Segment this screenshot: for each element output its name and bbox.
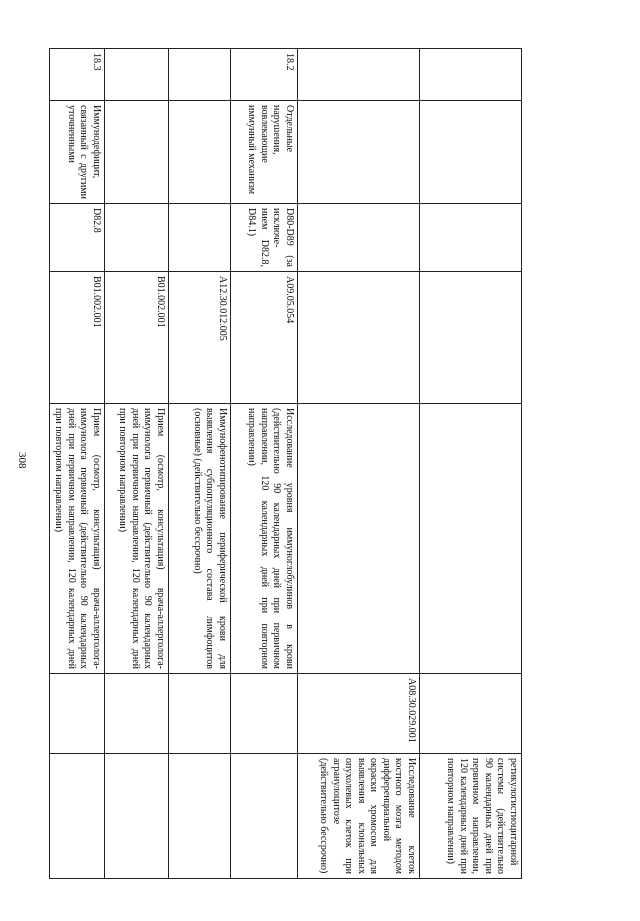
condition-name-cell: Отдельные нарушения, вовлекающие иммунный механизм: [231, 101, 298, 204]
mkb-code-cell: D82.8: [50, 204, 105, 272]
lab-name-cell: ретикулогистиоцитарной системы (действительно 90 календарных дней при первичном направлении, 120 календарных дней при повторном направлении): [420, 754, 522, 879]
mkb-code-cell: D80-D89 (за исключе-нием D82.8, D84.1): [231, 204, 298, 272]
service-code-cell: A12.30.012.005: [169, 272, 231, 404]
row-num-cell: [105, 49, 169, 101]
row-num-cell: [298, 49, 420, 101]
table-row: [420, 49, 522, 879]
lab-name-cell: Исследование клеток костного мозга методом дифференциальной окраски хромосом для выявления клональных опухолевых клеток при агранулоцитозе (действительно бессрочно): [298, 754, 420, 879]
row-num-cell: [169, 49, 231, 101]
service-code-cell: A09.05.054: [231, 272, 298, 404]
service-name-cell: Иммунофенотипирование периферической крови для выявления субпопуляционного состава лимфоцитов (основные) (действительно бессрочно): [169, 404, 231, 674]
services-table: [49, 48, 522, 879]
lab-code-cell: [420, 674, 522, 754]
condition-name-cell: [105, 101, 169, 204]
service-name-cell: [420, 404, 522, 674]
lab-name-cell: [105, 754, 169, 879]
condition-name-cell: [420, 101, 522, 204]
lab-code-cell: [50, 674, 105, 754]
service-code-cell: [298, 272, 420, 404]
service-code-cell: B01.002.001: [105, 272, 169, 404]
service-name-cell: [298, 404, 420, 674]
condition-name-cell: [169, 101, 231, 204]
lab-name-cell: [50, 754, 105, 879]
lab-code-cell: [105, 674, 169, 754]
service-name-cell: Исследование уровня иммуноглобулинов в крови (действительно 90 календарных дней при первичном направлении, 120 календарных дней при повторном направлении): [231, 404, 298, 674]
lab-code-cell: A08.30.029.001: [298, 674, 420, 754]
row-num-cell: 18.2: [231, 49, 298, 101]
condition-name-cell: Иммунодефицит, связанный с другими уточненными: [50, 101, 105, 204]
mkb-code-cell: [169, 204, 231, 272]
table-row: [298, 49, 420, 879]
page-number: 308: [16, 452, 28, 469]
lab-code-cell: [231, 674, 298, 754]
lab-name-cell: [231, 754, 298, 879]
rotated-page: [53, 48, 522, 878]
mkb-code-cell: [420, 204, 522, 272]
lab-name-cell: [169, 754, 231, 879]
condition-name-cell: [298, 101, 420, 204]
mkb-code-cell: [105, 204, 169, 272]
table-row: [169, 49, 231, 879]
table-row: [105, 49, 169, 879]
table-row: [50, 49, 105, 879]
service-code-cell: B01.002.001: [50, 272, 105, 404]
service-code-cell: [420, 272, 522, 404]
service-name-cell: Прием (осмотр, консультация) врача-аллерголога-иммунолога первичный (действительно 90 календарных дней при первичном направлении, 120 календарных дней при повторном направлении): [105, 404, 169, 674]
row-num-cell: 18.3: [50, 49, 105, 101]
table-row: [231, 49, 298, 879]
row-num-cell: [420, 49, 522, 101]
lab-code-cell: [169, 674, 231, 754]
service-name-cell: Прием (осмотр, консультация) врача-аллерголога-иммунолога первичный (действительно 90 календарных дней при первичном направлении, 120 календарных дней при повторном направлении): [50, 404, 105, 674]
mkb-code-cell: [298, 204, 420, 272]
